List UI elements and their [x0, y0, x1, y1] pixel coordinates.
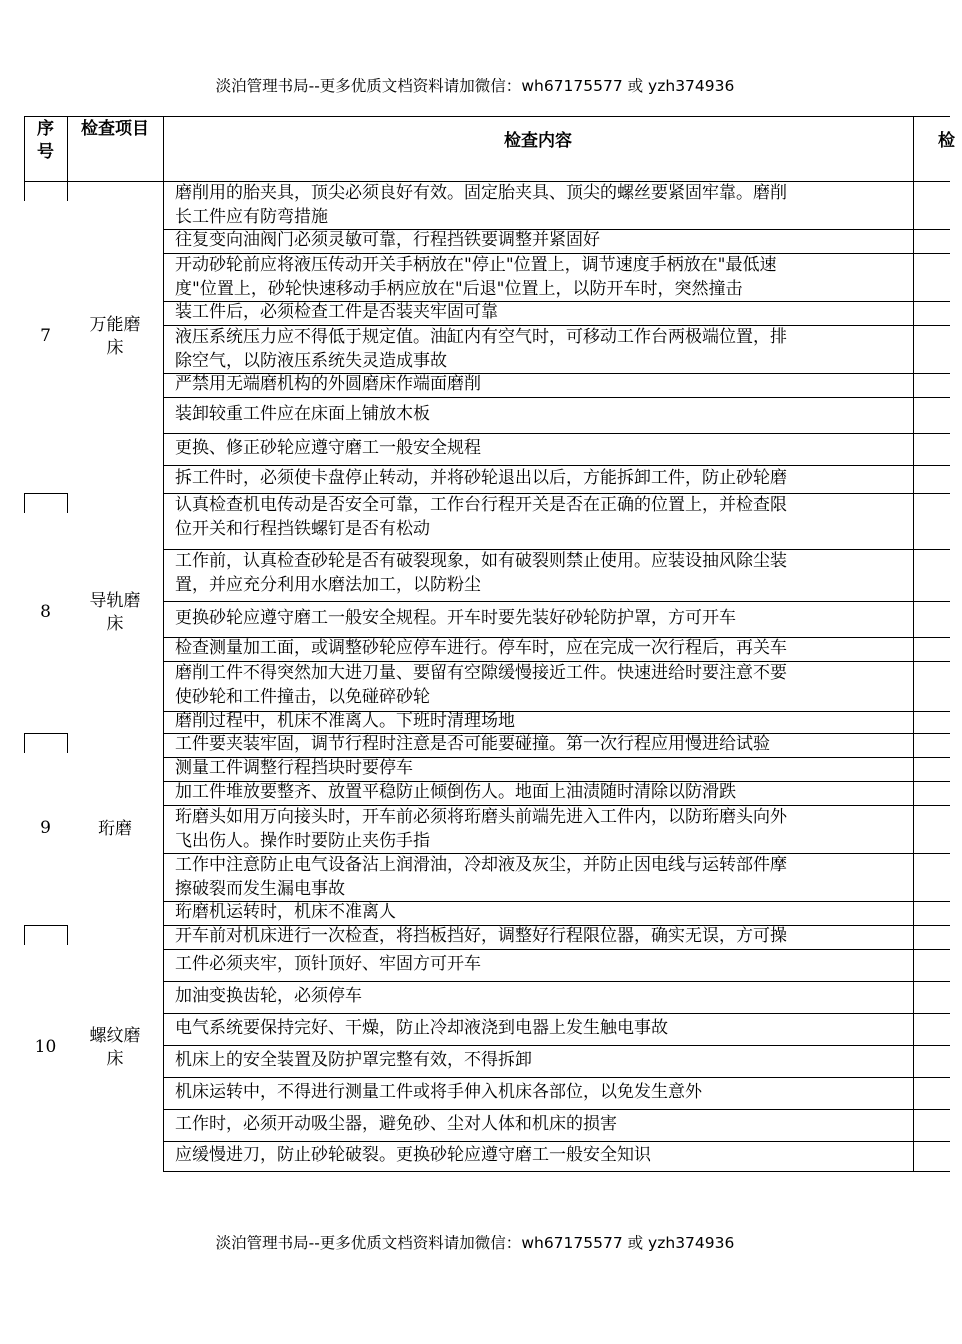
content-right-border [913, 925, 914, 1171]
check-content-line: 机床上的安全装置及防护罩完整有效，不得拆卸 [175, 1050, 532, 1070]
check-content-line: 擦破裂而发生漏电事故 [175, 879, 345, 899]
group-mid-stub [67, 733, 68, 753]
group-name: 导轨磨床 [89, 591, 141, 634]
group-separator [24, 925, 67, 926]
check-content-line: 磨削用的胎夹具，顶尖必须良好有效。固定胎夹具、顶尖的螺丝要紧固牢靠。磨削 [175, 183, 787, 203]
group-separator [24, 733, 67, 734]
check-content-line: 位开关和行程挡铁螺钉是否有松动 [175, 519, 430, 539]
check-content-line: 工作前，认真检查砂轮是否有破裂现象，如有破裂则禁止使用。应装设抽风除尘装 [175, 551, 787, 571]
check-content-line: 液压系统压力应不得低于规定值。油缸内有空气时，可移动工作台两极端位置，排 [175, 327, 787, 347]
header-divider-1 [67, 116, 68, 181]
row-divider [163, 465, 950, 466]
check-content-line: 开车前对机床进行一次检查，将挡板挡好，调整好行程限位器，确实无误，方可操 [175, 926, 787, 946]
group-seq: 9 [40, 818, 51, 838]
check-content-line: 机床运转中，不得进行测量工件或将手伸入机床各部位，以免发生意外 [175, 1082, 702, 1102]
group-left-stub [24, 181, 25, 201]
check-content-line: 往复变向油阀门必须灵敏可靠，行程挡铁要调整并紧固好 [175, 230, 600, 250]
check-content-line: 检查测量加工面，或调整砂轮应停车进行。停车时，应在完成一次行程后，再关车 [175, 638, 787, 658]
check-content-line: 认真检查机电传动是否安全可靠，工作台行程开关是否在正确的位置上，并检查限 [175, 495, 787, 515]
group-seq: 7 [40, 326, 51, 346]
content-right-border [913, 181, 914, 493]
row-divider [163, 1141, 950, 1142]
check-content-line: 珩磨机运转时，机床不准离人 [175, 902, 396, 922]
check-content-line: 开动砂轮前应将液压传动开关手柄放在"停止"位置上，调节速度手柄放在"最低速 [175, 255, 777, 275]
header-divider-2 [163, 116, 164, 181]
row-divider [163, 981, 950, 982]
group-mid-stub [67, 181, 68, 201]
group-mid-stub [67, 925, 68, 945]
check-content-line: 工件要夹装牢固，调节行程时注意是否可能要碰撞。第一次行程应用慢进给试验 [175, 734, 770, 754]
check-content-line: 使砂轮和工件撞击，以免碰碎砂轮 [175, 687, 430, 707]
check-content-line: 度"位置上，砂轮快速移动手柄应放在"后退"位置上，以防开车时，突然撞击 [175, 279, 743, 299]
check-content-line: 装卸较重工件应在床面上铺放木板 [175, 404, 430, 424]
check-content-line: 拆工件时，必须使卡盘停止转动，并将砂轮退出以后，方能拆卸工件，防止砂轮磨 [175, 468, 787, 488]
group-left-stub [24, 493, 25, 513]
row-divider [163, 949, 950, 950]
check-content-line: 工件必须夹牢，顶针顶好、牢固方可开车 [175, 954, 481, 974]
group-left-stub [24, 925, 25, 945]
check-content-line: 磨削过程中，机床不准离人。下班时清理场地 [175, 711, 515, 731]
check-content-line: 工作中注意防止电气设备沾上润滑油，冷却液及灰尘，并防止因电线与运转部件摩 [175, 855, 787, 875]
group-left-stub [24, 733, 25, 753]
content-right-border [913, 493, 914, 733]
row-divider [163, 1077, 950, 1078]
header-content: 检查内容 [504, 131, 572, 151]
check-content-line: 置，并应充分利用水磨法加工，以防粉尘 [175, 575, 481, 595]
check-content-line: 更换、修正砂轮应遵守磨工一般安全规程 [175, 438, 481, 458]
check-content-line: 装工件后，必须检查工件是否装夹牢固可靠 [175, 302, 498, 322]
content-left-border [163, 733, 164, 925]
page-header: 淡泊管理书局--更多优质文档资料请加微信：wh67175577 或 yzh374936 [215, 77, 735, 95]
header-clipped: 检 [938, 131, 955, 151]
row-divider [163, 1045, 950, 1046]
group-name: 珩磨 [98, 818, 132, 839]
row-divider [163, 433, 950, 434]
header-seq: 序号 [37, 119, 54, 162]
content-left-border [163, 925, 164, 1171]
content-left-border [163, 493, 164, 733]
content-left-border [163, 181, 164, 493]
group-seq: 10 [34, 1037, 57, 1057]
row-divider [163, 397, 950, 398]
group-separator [24, 493, 67, 494]
check-content-line: 测量工件调整行程挡块时要停车 [175, 758, 413, 778]
check-content-line: 电气系统要保持完好、干燥，防止冷却液浇到电器上发生触电事故 [175, 1018, 668, 1038]
check-content-line: 长工件应有防弯措施 [175, 207, 328, 227]
group-seq: 8 [40, 602, 51, 622]
check-content-line: 珩磨头如用万向接头时，开车前必须将珩磨头前端先进入工件内，以防珩磨头向外 [175, 807, 787, 827]
group-name: 螺纹磨床 [89, 1026, 141, 1069]
check-content-line: 除空气，以防液压系统失灵造成事故 [175, 351, 447, 371]
check-content-line: 更换砂轮应遵守磨工一般安全规程。开车时要先装好砂轮防护罩，方可开车 [175, 608, 736, 628]
row-divider [163, 1109, 950, 1110]
header-divider-3 [913, 116, 914, 181]
content-right-border [913, 733, 914, 925]
check-content-line: 应缓慢进刀，防止砂轮破裂。更换砂轮应遵守磨工一般安全知识 [175, 1145, 651, 1165]
check-content-line: 加工件堆放要整齐、放置平稳防止倾倒伤人。地面上油渍随时清除以防滑跌 [175, 782, 736, 802]
header-left-border [24, 116, 25, 181]
check-content-line: 严禁用无端磨机构的外圆磨床作端面磨削 [175, 374, 481, 394]
row-divider [163, 601, 950, 602]
row-divider [163, 1171, 950, 1172]
check-content-line: 工作时，必须开动吸尘器，避免砂、尘对人体和机床的损害 [175, 1114, 617, 1134]
check-content-line: 磨削工件不得突然加大进刀量、要留有空隙缓慢接近工件。快速进给时要注意不要 [175, 663, 787, 683]
check-content-line: 加油变换齿轮，必须停车 [175, 986, 362, 1006]
check-content-line: 飞出伤人。操作时要防止夹伤手指 [175, 831, 430, 851]
row-divider [163, 1013, 950, 1014]
page-footer: 淡泊管理书局--更多优质文档资料请加微信：wh67175577 或 yzh374936 [215, 1234, 735, 1252]
group-name: 万能磨床 [89, 315, 141, 358]
header-item: 检查项目 [81, 119, 149, 139]
group-mid-stub [67, 493, 68, 513]
